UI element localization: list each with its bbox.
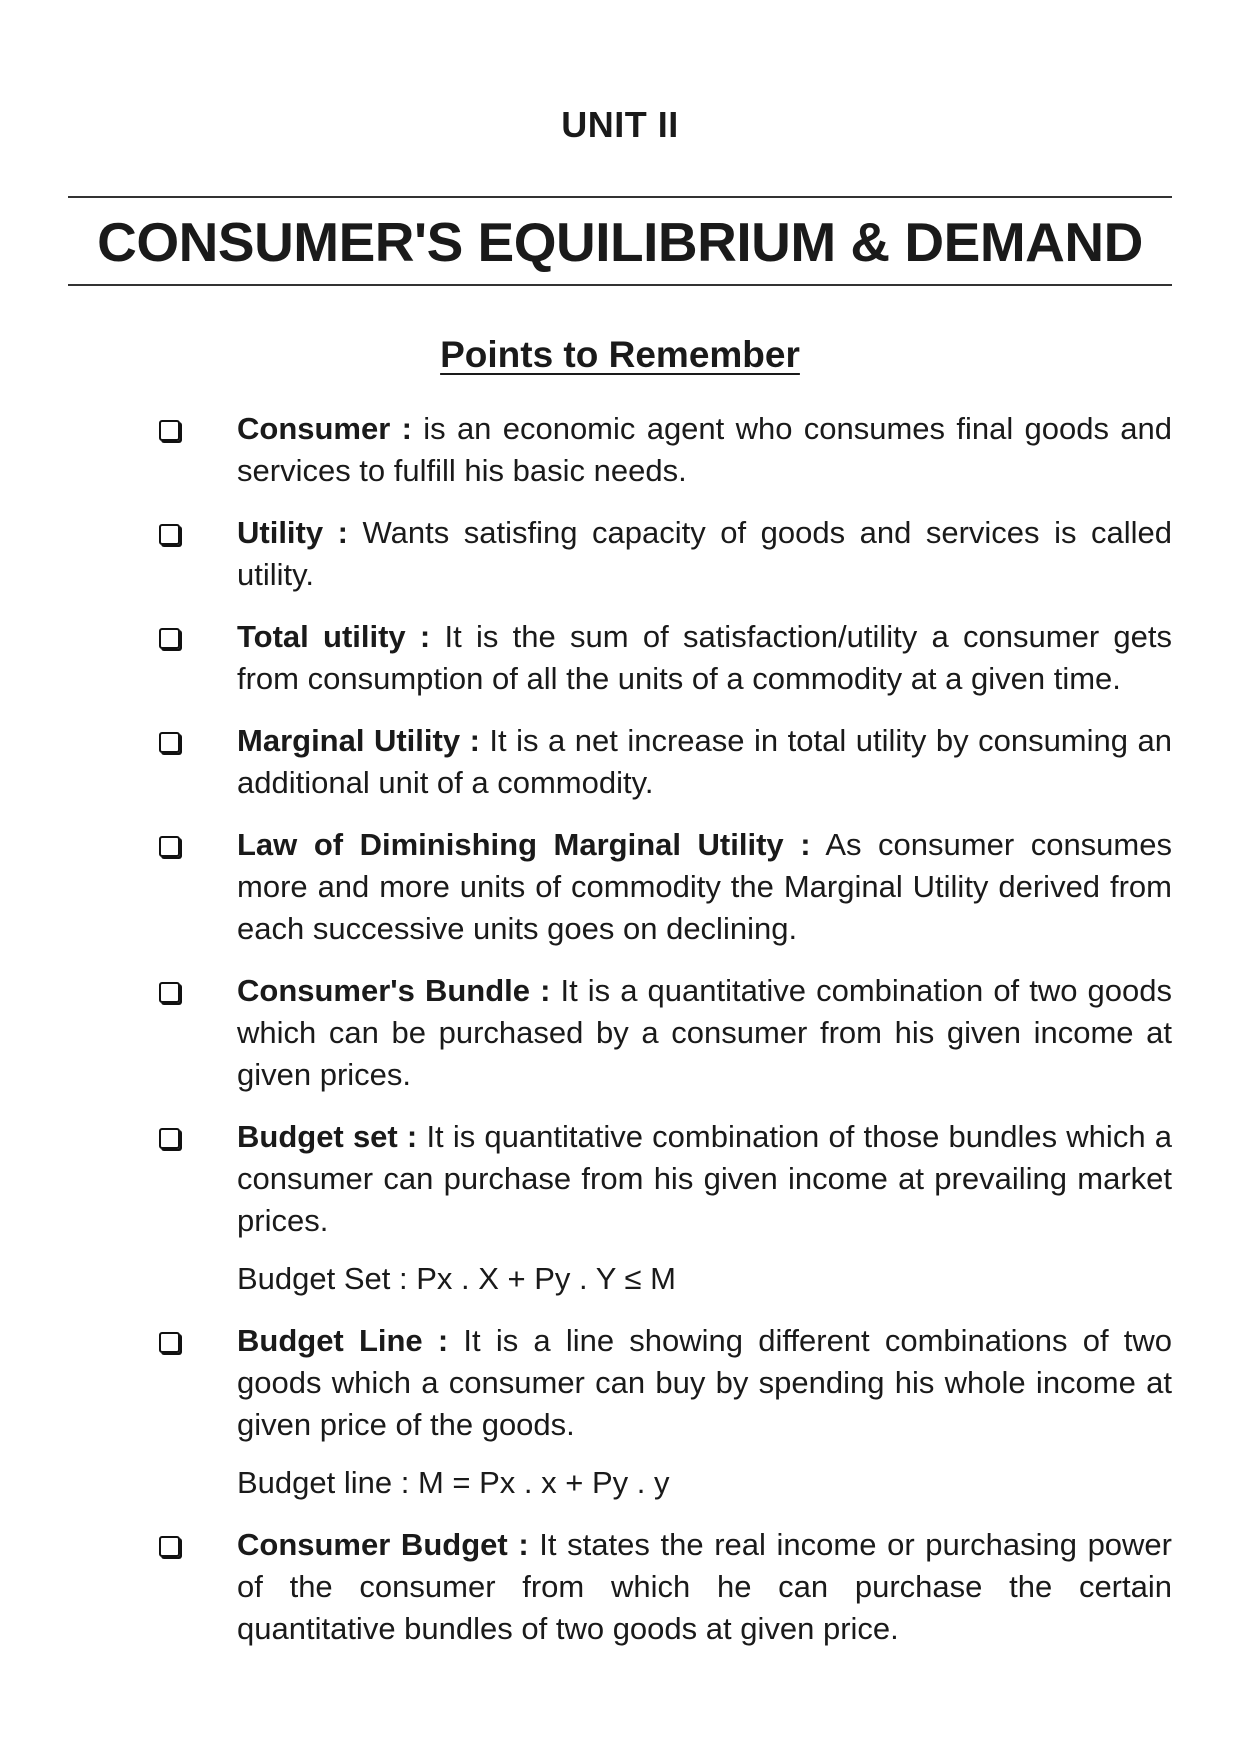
point-term: Consumer Budget : bbox=[237, 1527, 529, 1562]
checkbox-bullet-icon bbox=[159, 1332, 180, 1353]
point-text: is an economic agent who consumes final goods and services to fulfill his basic needs. bbox=[237, 411, 1172, 488]
list-item bbox=[237, 824, 1172, 950]
point-text: It is quantitative combination of those bundles which a consumer can purchase from his given income at prevailing market prices. bbox=[237, 1119, 1172, 1238]
list-item bbox=[237, 720, 1172, 804]
list-item bbox=[237, 616, 1172, 700]
section-heading bbox=[0, 334, 1240, 376]
checkbox-bullet-icon bbox=[159, 420, 180, 441]
section-heading-text: Points to Remember bbox=[440, 334, 800, 375]
point-term: Budget set : bbox=[237, 1119, 418, 1154]
point-term: Budget Line : bbox=[237, 1323, 449, 1358]
page-title: CONSUMER'S EQUILIBRIUM & DEMAND bbox=[97, 211, 1143, 273]
checkbox-bullet-icon bbox=[159, 524, 180, 545]
point-term: Total utility : bbox=[237, 619, 431, 654]
list-item bbox=[237, 970, 1172, 1096]
list-item bbox=[237, 1524, 1172, 1650]
point-term: Utility : bbox=[237, 515, 348, 550]
point-text: It states the real income or purchasing power of the consumer from which he can purchase the certain quantitative bundles of two goods at given price. bbox=[237, 1527, 1172, 1646]
list-item bbox=[237, 1320, 1172, 1446]
point-text: As consumer consumes more and more units of commodity the Marginal Utility derived from each successive units goes on declining. bbox=[237, 827, 1172, 946]
list-item bbox=[237, 1116, 1172, 1242]
checkbox-bullet-icon bbox=[159, 732, 180, 753]
point-text: It is a quantitative combination of two goods which can be purchased by a consumer from his given income at given prices. bbox=[237, 973, 1172, 1092]
budget-set-formula: Budget Set : Px . X + Py . Y ≤ M bbox=[237, 1261, 676, 1296]
points-list bbox=[0, 408, 1240, 1670]
unit-label: UNIT II bbox=[561, 104, 679, 145]
title-top-rule bbox=[68, 196, 1172, 198]
budget-line-formula: Budget line : M = Px . x + Py . y bbox=[237, 1465, 670, 1500]
point-term: Consumer : bbox=[237, 411, 412, 446]
title-bottom-rule bbox=[68, 284, 1172, 286]
point-text: It is a net increase in total utility by consuming an additional unit of a commodity. bbox=[237, 723, 1172, 800]
point-term: Consumer's Bundle : bbox=[237, 973, 551, 1008]
checkbox-bullet-icon bbox=[159, 982, 180, 1003]
checkbox-bullet-icon bbox=[159, 1536, 180, 1557]
point-text: It is a line showing different combinations of two goods which a consumer can buy by spending his whole income at given price of the goods. bbox=[237, 1323, 1172, 1442]
point-text: It is the sum of satisfaction/utility a consumer gets from consumption of all the units of a commodity at a given time. bbox=[237, 619, 1172, 696]
checkbox-bullet-icon bbox=[159, 628, 180, 649]
point-text: Wants satisfing capacity of goods and services is called utility. bbox=[237, 515, 1172, 592]
checkbox-bullet-icon bbox=[159, 836, 180, 857]
list-item bbox=[237, 512, 1172, 596]
point-term: Marginal Utility : bbox=[237, 723, 480, 758]
checkbox-bullet-icon bbox=[159, 1128, 180, 1149]
list-item bbox=[237, 408, 1172, 492]
point-term: Law of Diminishing Marginal Utility : bbox=[237, 827, 811, 862]
